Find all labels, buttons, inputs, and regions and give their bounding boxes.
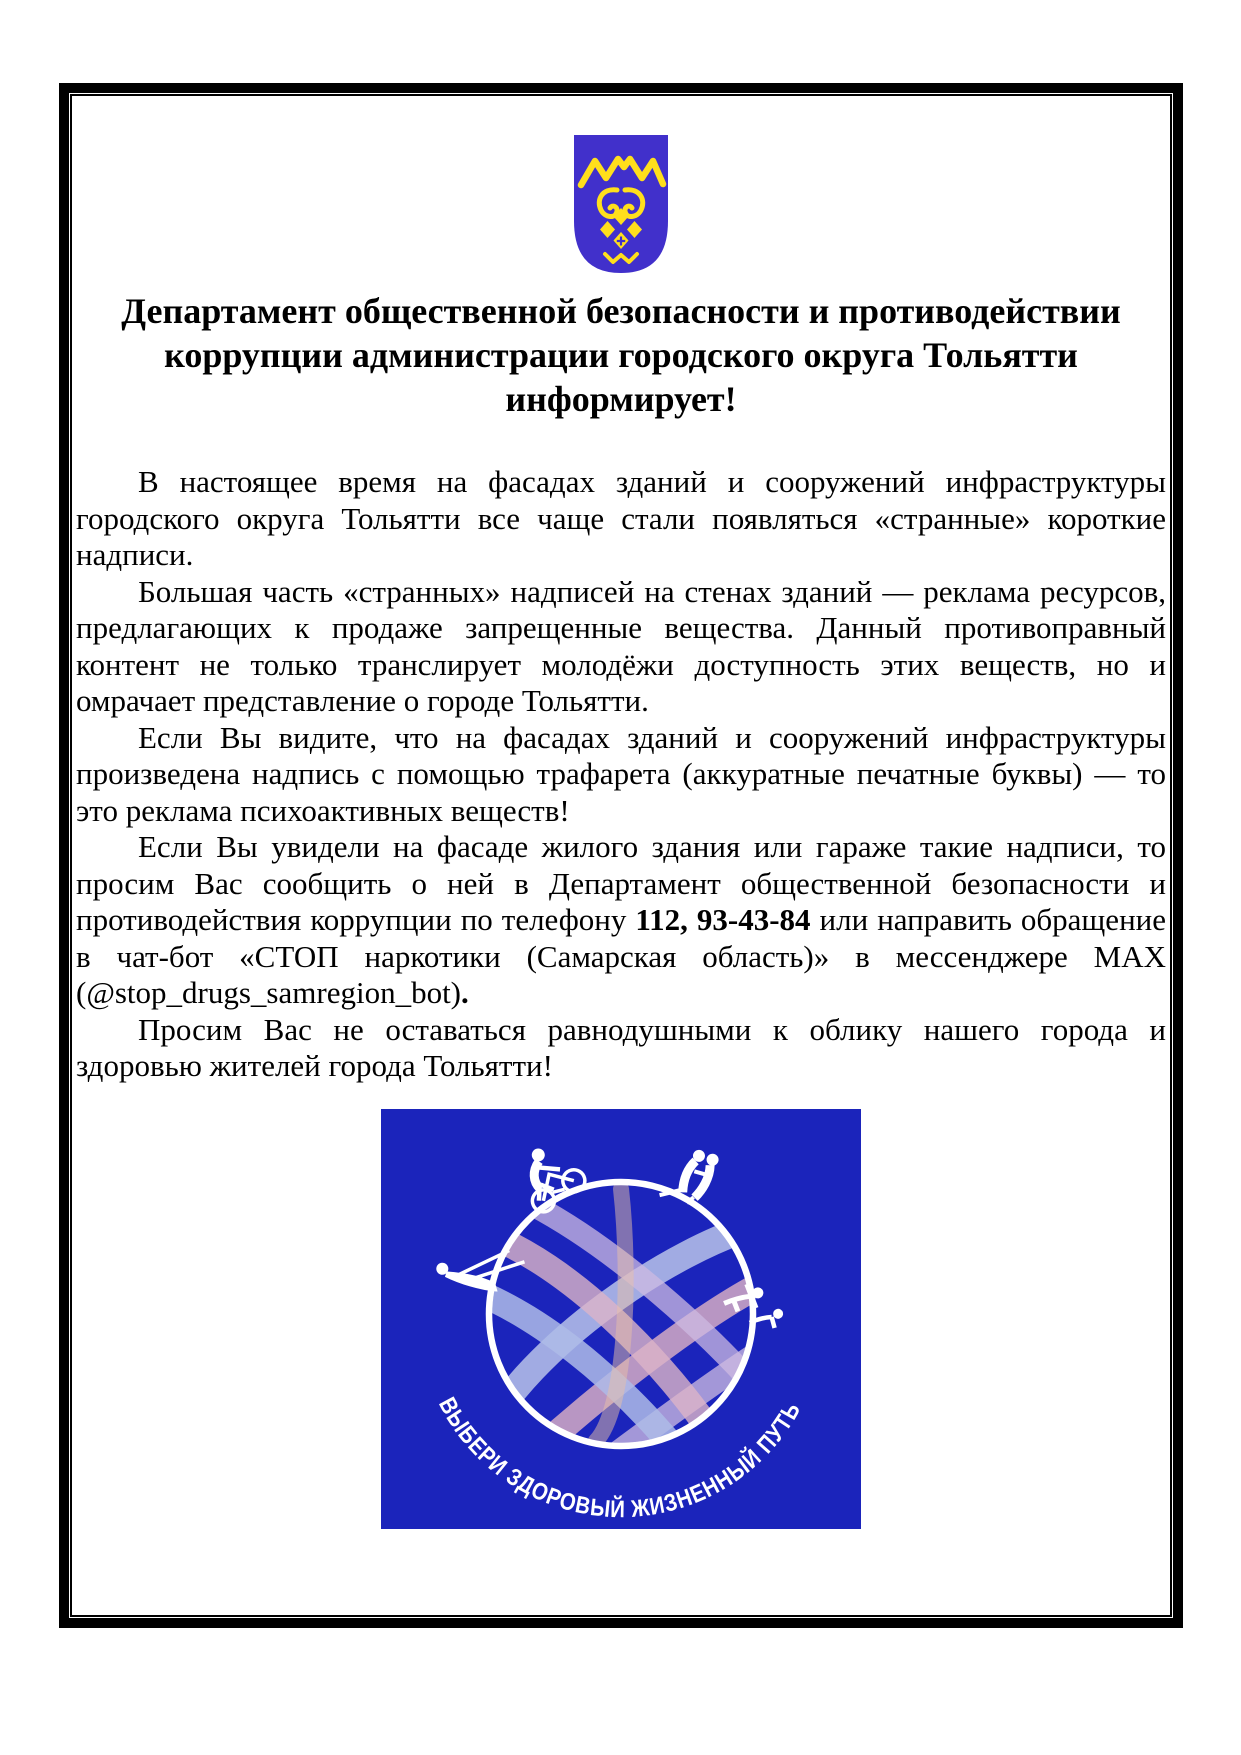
body-paragraphs	[76, 464, 1166, 1085]
document-title	[76, 289, 1166, 421]
paragraph-run: Если Вы увидели на фасаде жилого здания или гараже такие надписи, то просим Вас сообщить о ней в Департамент общественной безопасности и противодействия коррупции по телефону	[76, 829, 1166, 937]
title-line: коррупции администрации городского округа Тольятти	[164, 335, 1078, 375]
paragraph-bold-run: 112, 93-43-84	[635, 902, 811, 937]
healthy-lifestyle-logo-block	[381, 1109, 861, 1529]
logo-slogan-text: ВЫБЕРИ ЗДОРОВЫЙ ЖИЗНЕННЫЙ ПУТЬ	[433, 1392, 808, 1523]
page-border-frame	[59, 83, 1183, 1628]
paragraph	[76, 720, 1166, 830]
paragraph-run: Просим Вас не оставаться равнодушными к облику нашего города и здоровью жителей города Тольятти!	[76, 1011, 1166, 1083]
healthy-lifestyle-logo	[381, 1109, 861, 1529]
page-border-inner-line	[70, 94, 1172, 1617]
paragraph-run: Если Вы видите, что на фасадах зданий и сооружений инфраструктуры произведена надпись с помощью трафарета (аккуратные печатные буквы) — то это реклама психоактивных веществ!	[76, 719, 1166, 828]
paragraph-bold-run: .	[461, 975, 469, 1010]
paragraph	[76, 829, 1166, 1012]
paragraph-run: или направить обращение в чат-бот «СТОП наркотики (Самарская область)» в мессенджере MAX (@stop_drugs_samregion_bot)	[76, 902, 1167, 1010]
paragraph	[76, 464, 1166, 574]
title-line: информирует!	[505, 379, 737, 419]
paragraph	[76, 1012, 1166, 1085]
paragraph-run: В настоящее время на фасадах зданий и сооружений инфраструктуры городского округа Тольятти все чаще стали появляться «странные» короткие надписи.	[76, 464, 1166, 572]
crest-shield	[574, 135, 668, 273]
paragraph-run: Большая часть «странных» надписей на стенах зданий — реклама ресурсов, предлагающих к продаже запрещенные вещества. Данный противоправный контент не только транслирует молодёжи доступность этих веществ, но и омрачает представление о городе Тольятти.	[76, 573, 1166, 718]
title-line: Департамент общественной безопасности и противодействии	[121, 291, 1121, 331]
tolyatti-coat-of-arms	[571, 133, 671, 275]
paragraph	[76, 574, 1166, 720]
